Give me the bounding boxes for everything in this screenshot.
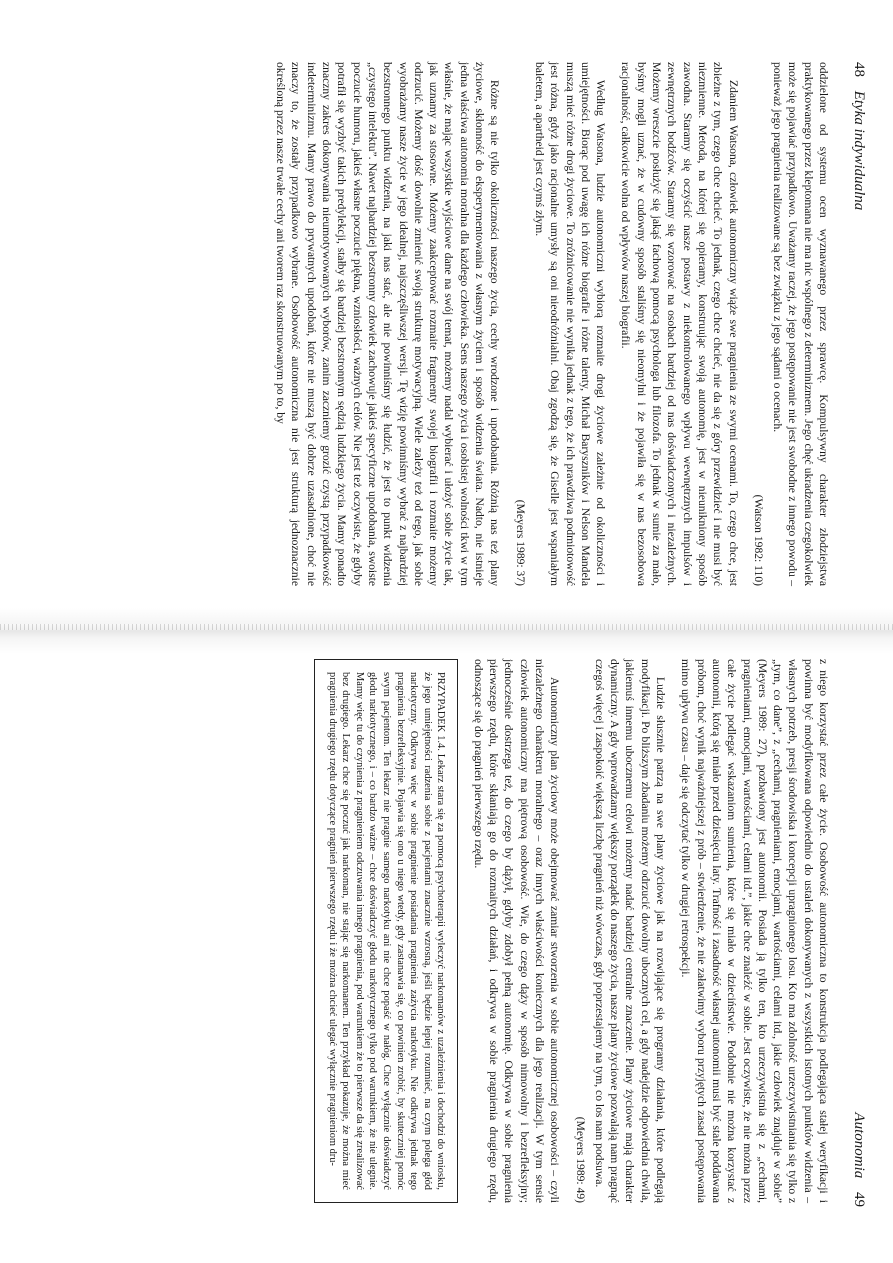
book-gutter-shadow [0, 608, 893, 654]
right-paragraph-1: z niego korzystać przez całe życie. Osobowość autonomiczna to konstrukcja podlegająca stałej weryfikacji i powinna być modyfikowana odpowiednio do ustaleń dokonywanych z wszystkich istotnych punktów widzenia – własnych potrzeb, presji środowiska i koncepcji upragnionego losu. Kto ma zdolność urzeczywistniania się tylko z „tym, co dane”, z „cechami, pragnieniami, emocjami, wartościami, celami itd., jakie człowiek znajduje w sobie” (Meyers 1989: 27), pozbawiony jest autonomii. Posiada ją tylko ten, kto urzeczywistnia się z „cechami, pragnieniami, emocjami, wartościami, celami itd.”, jakie chce znaleźć w sobie. Jest oczywiste, że nie można przez całe życie podlegać wskazaniom sumienia, które się miało w dzieciństwie. Podobnie nie można korzystać z autonomii, którą się miało przed dziesięciu laty. Trafność i zasadność własnej autonomii musi być stale poddawana próbom, choć wynik najważniejszej z prób – stwierdzenie, że nie załatwimy wyboru przyjętych zasad postępowania mimo upływu czasu – daje się odczytać tylko w drugiej retrospekcji. [679, 659, 830, 1203]
right-citation-1: (Meyers 1989: 49) [573, 1116, 587, 1203]
left-text-column [273, 62, 831, 586]
left-page [0, 0, 893, 631]
left-citation-1: (Watson 1982: 110) [751, 494, 765, 586]
right-paragraph-2: Ludzie słusznie patrzą na swe plany życiowe jak na rozwijające się programy działania, które podlegają modyfikacji. Po bliższym zbadaniu możemy odrzucić dowolny ubocznych cel, a gdy nadejdzie odpowiednia chwila, jakiemuś innemu ubocznemu celowi możemy nadać bardziej centralne znaczenie. Plany życiowe mają charakter dynamiczny. A gdy wprowadzamy większy porządek do naszego życia, nasze plany życiowe pozwalają nam pragnąć czegoś więcej i zaspokoić większą liczbę pragnień niż wówczas, gdy poprzestajemy na tym, co los nam podsuwa. [592, 659, 668, 1203]
right-running-header [850, 1112, 867, 1207]
left-running-header [850, 62, 867, 210]
right-page-number: 49 [851, 1192, 867, 1207]
right-page [0, 631, 893, 1263]
left-paragraph-2: Zdaniem Watsona, człowiek autonomiczny wiąże swe pragnienia ze swymi ocenami. To, czego chce, jest zbieżne z tym, czego chce chcieć. To jednak, czego chce chcieć, nie da się z góry przewidzieć i nie musi być niezmienne. Metoda, na której się opieramy, konstruując swoją autonomię, jest w nieunikniony sposób zawodna. Staramy się oczyścić nasze postawy z niekontrolowanego wpływu wewnętrznych impulsów i zewnętrznych bodźców. Staramy się wzorować na osobach bardziej od nas doświadczonych i niezależnych. Możemy wreszcie posłużyć się jakąś fachową pomocą psychologa lub filozofa. To jednak w sumie za mało, byśmy mogli uznać, że w cudowny sposób staliśmy się nieomylni i że pojawiła się w nas bezosobowa racjonalność, całkowicie wolna od wpływów naszej biografii. [619, 62, 740, 586]
case-box-text: PRZYPADEK 1.4. Lekarz stara się za pomocą psychoterapii wyleczyć narkomanów z uzależnienia i dochodzi do wniosku, że jego umiejętności radzenia sobie z pacjentami znacznie wzrosną, jeśli będzie lepiej rozumieć, na czym polega głód narkotyczny. Odkrywa więc w sobie pragnienie posiadania pragnienia zażycia narkotyku. Nie odkrywa jednak tego pragnienia bezrefleksyjnie. Pojawia się ono u niego wtedy, gdy zastanawia się, co powinien zrobić, by skuteczniej pomóc swym pacjentom. Ten lekarz nie pragnie samego narkotyku ani nie chce popaść w nałóg. Chce wyłącznie doświadczyć głodu narkotycznego, i – co bardzo ważne – chce doświadczyć głodu narkotycznego tylko pod warunkiem, że nie ulegnie. Mamy więc tu do czynienia z pragnieniem odczuwania innego pragnienia, pod warunkiem że to pierwsze da się zrealizować bez drugiego. Lekarz chce się poczuć jak narkoman, nie stając się narkomanem. Ten przykład pokazuje, że można mieć pragnienia drugiego rzędu dotyczące pragnień pierwszego rzędu i że można chcieć ulegać wyłącznie pragnieniom dru- [326, 672, 447, 1190]
right-running-head: Autonomia [851, 1112, 867, 1179]
case-box [314, 659, 458, 1203]
right-text-column [314, 659, 831, 1203]
right-paragraph-3: Autonomiczny plan życiowy może obejmować zamiar stworzenia w sobie autonomicznej osobowości – czyli niezależnego charakteru moralnego – oraz innych właściwości koniecznych dla jego realizacji. W tym sensie człowiek autonomiczny ma piętrową osobowość. Wie, do czego dąży w sposób nimowolny i bezrefleksyjny; jednocześnie dostrzega też, do czego by dążył, gdyby zdobył pełną autonomię. Odkrywa w sobie pragnienia pierwszego rzędu, które skłaniają go do rozmaitych działań, i odkrywa w sobie pragnienia drugiego rzędu, odnoszące się do pragnień pierwszego rzędu. [471, 659, 562, 1203]
left-page-number: 48 [851, 62, 867, 77]
left-citation-2: (Meyers 1989: 37) [513, 499, 527, 586]
spine-scan-noise [0, 624, 893, 630]
left-paragraph-4: Różne są nie tylko okoliczności naszego życia, cechy wrodzone i upodobania. Różnią nas też plany życiowe, skłonność do eksperymentowania z własnym życiem i sposób widzenia świata. Nadto, nie istnieje jedna właściwa autonomia moralna dla każdego człowieka. Sens naszego życia i osobistej wolności tkwi w tym właśnie, że mając wszystkie wyjściowe dane na swój temat, możemy nadal wybierać i ułożyć sobie życie tak, jak uznamy za stosowne. Możemy zaakceptować rozmaite fragmenty swojej biografii i rozmaite możemy odrzucić. Możemy dość dowolnie zmienić swoją strukturę motywacyjną. Wiele zależy też od tego, jak sobie wyobrażamy nasze życie w jego idealnej, najszczęśliwszej wersji. Tę wizję powinniśmy wybrać z najbardziej bezstronnego punktu widzenia, na jaki nas stać, ale nie powinniśmy się łudzić, że jest to punkt widzenia „czystego intelektu”. Nawet najbardziej bezstronny człowiek zachowuje jakieś specyficzne upodobania, swoiste poczucie humoru, jakieś własne poczucie piękna, wzniosłości, ważnych celów. Nie jest też oczywiste, że gdyby potrafił się wyzbyć takich predylekcji, stałby się bardziej bezstronnym sędzią ludzkiego życia. Mamy ponadto znaczny zakres dokonywania nieumotywowanych wyborów, zanim zaczniemy grozić czystą przypadkowość indeterminizmu. Mamy prawo do prywatnych upodobań, które nie muszą być dobrze uzasadnione, choć nie znaczy to, że zostały przypadkowo wybrane. Osobowość autonomiczna nie jest strukturą jednoznacznie określoną przez nasze trwałe cechy ani tworem raz skonstruowanym po to, by [274, 62, 502, 586]
left-running-head: Etyka indywidualna [851, 90, 867, 211]
left-paragraph-3: Według Watsona, ludzie autonomiczni wybiorą rozmaite drogi życiowe zależnie od okoliczności i umiejętności. Biorąc pod uwagę ich różne biografie i różne talenty, Michał Baryszników i Nelson Mandela muszą mieć różne drogi życiowe. To zróżnicowanie nie wynika jednak z tego, że ich prawdziwa podmiotowość jest różna, gdyż jako racjonalne umysły są oni nieodróżnialni. Obaj zgodzą się, że Giselle jest wspaniałym baletem, a apartheid jest czymś złym. [532, 62, 608, 586]
left-paragraph-1: oddzielone od systemu ocen wyznawanego przez sprawcę. Kompulsywny charakter złodziejstwa praktykowanego przez kleptomana nie ma nic wspólnego z determinizmem. Jego chęć ukradzenia czegokolwiek może się pojawiać przypadkowo. Uważamy raczej, że jego postępowanie nie jest swobodne z innego powodu – ponieważ jego pragnienia realizowane są bez związku z jego sądami o ocenach. [771, 62, 830, 586]
